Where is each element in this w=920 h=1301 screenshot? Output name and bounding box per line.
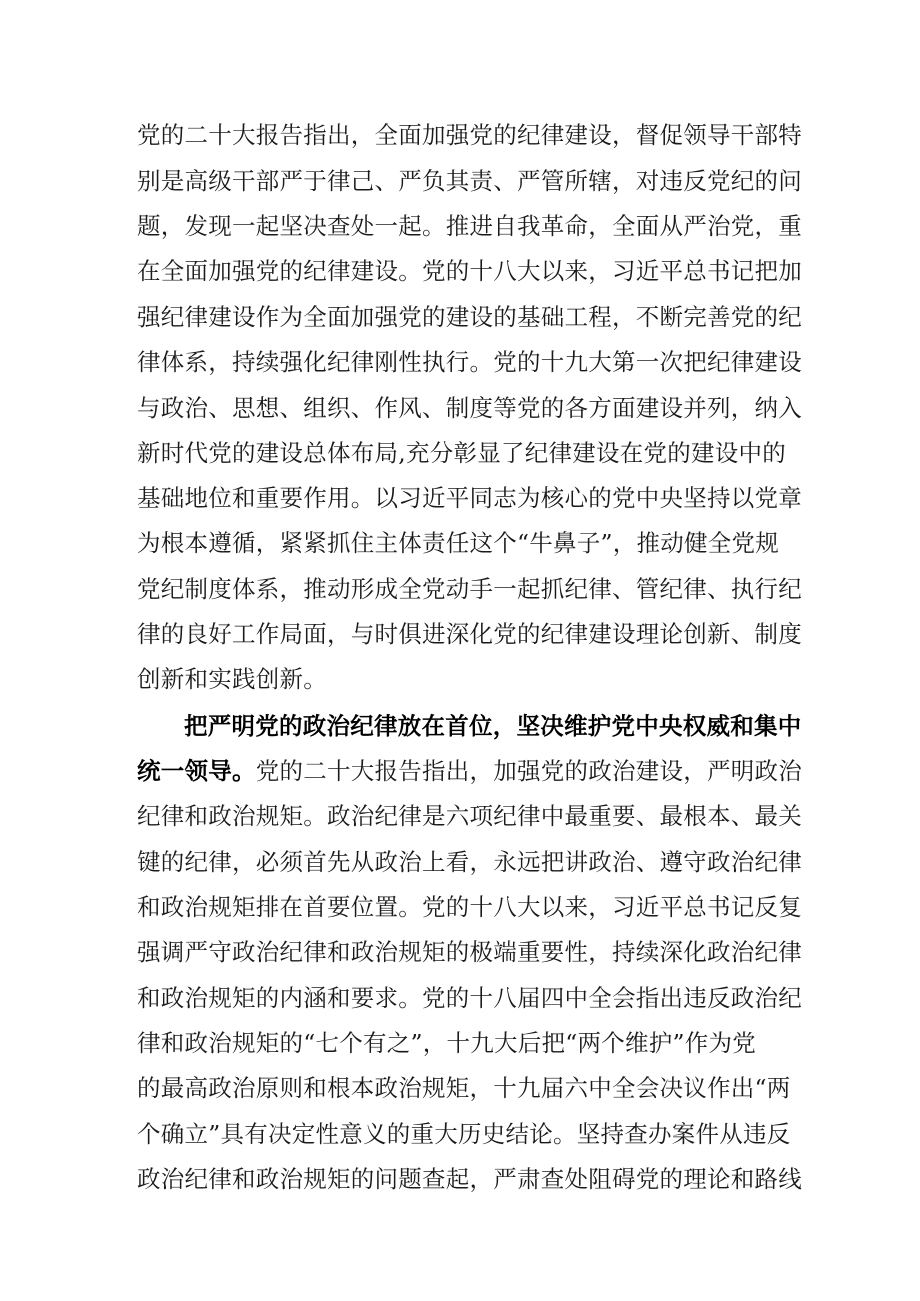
paragraph-line: 别是高级干部严于律己、严负其责、严管所辖，对违反党纪的问 [137, 167, 802, 195]
paragraph-line: 律的良好工作局面，与时俱进深化党的纪律建设理论创新、制度 [137, 620, 802, 648]
paragraph-line: 律体系，持续强化纪律刚性执行。党的十九大第一次把纪律建设 [137, 348, 802, 376]
paragraph-line: 为根本遵循，紧紧抓住主体责任这个“牛鼻子”，推动健全党规 [137, 529, 780, 557]
paragraph-line: 和政治规矩排在首要位置。党的十八大以来，习近平总书记反复 [137, 893, 802, 921]
paragraph-line: 的最高政治原则和根本政治规矩，十九届六中全会决议作出“两 [137, 1074, 791, 1102]
section-heading: 把严明党的政治纪律放在首位，坚决维护党中央权威和集中 [184, 712, 802, 740]
paragraph-line: 创新和实践创新。 [137, 665, 327, 693]
paragraph-line: 在全面加强党的纪律建设。党的十八大以来，习近平总书记把加 [137, 257, 802, 285]
heading-continuation-line [137, 757, 802, 785]
paragraph-line: 纪律和政治规矩。政治纪律是六项纪律中最重要、最根本、最关 [137, 802, 802, 830]
paragraph-line: 新时代党的建设总体布局,充分彰显了纪律建设在党的建设中的 [137, 439, 786, 467]
paragraph-line: 律和政治规矩的“七个有之”，十九大后把“两个维护”作为党 [137, 1029, 757, 1057]
paragraph-line: 键的纪律，必须首先从政治上看，永远把讲政治、遵守政治纪律 [137, 848, 802, 876]
paragraph-text: 党的二十大报告指出，加强党的政治建设，严明政治 [255, 757, 802, 785]
paragraph-line: 党的二十大报告指出，全面加强党的纪律建设，督促领导干部特 [137, 121, 802, 149]
paragraph-line: 个确立”具有决定性意义的重大历史结论。坚持查办案件从违反 [137, 1120, 791, 1148]
paragraph-line: 与政治、思想、组织、作风、制度等党的各方面建设并列，纳入 [137, 394, 802, 422]
section-heading-end: 统一领导。 [137, 757, 256, 785]
paragraph-line: 政治纪律和政治规矩的问题查起，严肃查处阻碍党的理论和路线 [137, 1165, 802, 1193]
paragraph-line: 强调严守政治纪律和政治规矩的极端重要性，持续深化政治纪律 [137, 938, 802, 966]
paragraph-line: 基础地位和重要作用。以习近平同志为核心的党中央坚持以党章 [137, 484, 802, 512]
paragraph-line: 党纪制度体系，推动形成全党动手一起抓纪律、管纪律、执行纪 [137, 575, 802, 603]
paragraph-line: 题，发现一起坚决查处一起。推进自我革命，全面从严治党，重 [137, 212, 802, 240]
paragraph-line: 和政治规矩的内涵和要求。党的十八届四中全会指出违反政治纪 [137, 984, 802, 1012]
paragraph-line: 强纪律建设作为全面加强党的建设的基础工程，不断完善党的纪 [137, 303, 802, 331]
